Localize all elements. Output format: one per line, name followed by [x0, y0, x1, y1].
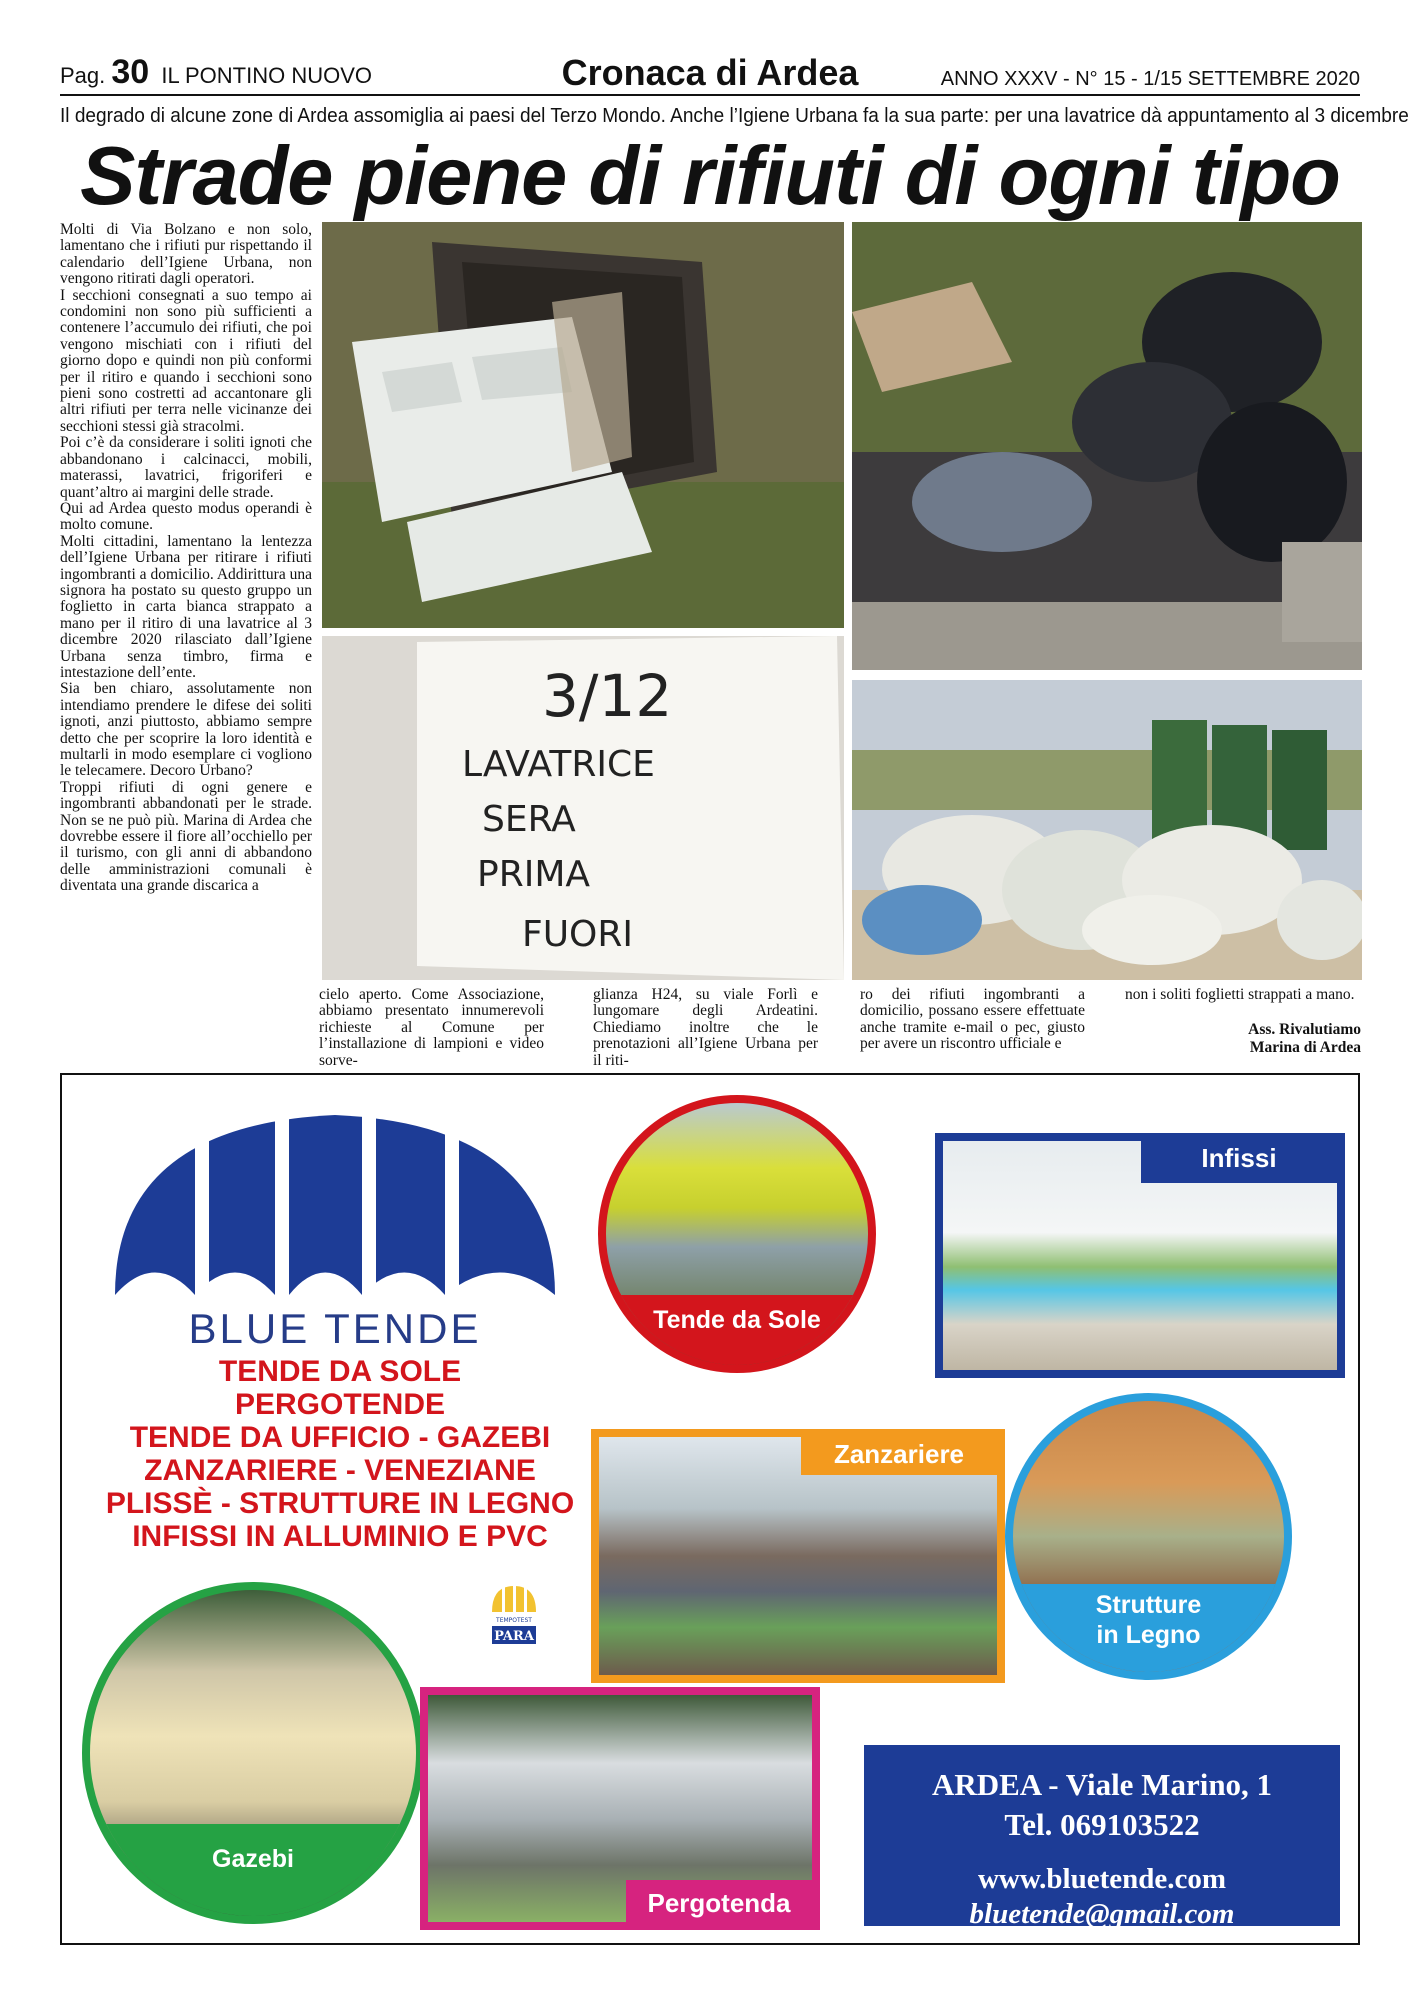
issue-info: ANNO XXXV - N° 15 - 1/15 SETTEMBRE 2020: [940, 68, 1360, 90]
page-number-value: 30: [111, 53, 150, 91]
gazebi-image: [82, 1582, 424, 1924]
pergotenda-label: Pergotenda: [626, 1880, 812, 1922]
service-item: PLISSÈ - STRUTTURE IN LEGNO: [105, 1487, 575, 1520]
trash-bags-photo: [852, 222, 1362, 670]
strutture-label-line: in Legno: [1096, 1621, 1201, 1649]
article-signature: [1125, 1021, 1361, 1057]
gazebi-label: Gazebi: [90, 1824, 416, 1916]
service-item: PERGOTENDE: [234, 1388, 446, 1421]
newspaper-name: IL PONTINO NUOVO: [161, 63, 372, 88]
article-column-2: cielo aperto. Come Associazione, abbiamo presentato innumerevoli richieste al Comune per l’installazione di lampioni e video sorve-: [319, 986, 544, 1069]
note-line: FUORI: [522, 914, 634, 955]
service-item: ZANZARIERE - VENEZIANE: [144, 1454, 536, 1487]
awning-logo-icon: [100, 1100, 570, 1300]
infissi-label: Infissi: [1141, 1141, 1337, 1183]
service-item: TENDE DA SOLE: [218, 1355, 462, 1388]
note-date: 3/12: [542, 662, 673, 730]
strutture-label: [1013, 1584, 1284, 1672]
paragraph: Qui ad Ardea questo modus operandi è molto comune.: [60, 499, 312, 534]
article-column-4: ro dei rifiuti ingombranti a domicilio, possano essere effettuate anche tramite e-mail o pec, giusto per avere un riscontro ufficiale e: [860, 986, 1085, 1053]
service-item: INFISSI IN ALLUMINIO E PVC: [132, 1520, 548, 1553]
article-kicker: Il degrado di alcune zone di Ardea assomiglia ai paesi del Terzo Mondo. Anche l’Igiene Urbana fa la sua parte: per una lavatrice dà appuntamento al 3 dicembre: [60, 104, 1409, 127]
services-list: [80, 1355, 600, 1553]
paragraph: Poi c’è da considerare i soliti ignoti che abbandonano i calcinacci, mobili, materassi, lavatrici, frigoriferi e quant’altro ai margini delle strade.: [60, 434, 312, 501]
section-title: Cronaca di Ardea: [561, 52, 859, 93]
para-logo: [488, 1582, 540, 1648]
contact-box: [864, 1745, 1340, 1930]
paragraph: Molti cittadini, lamentano la lentezza dell’Igiene Urbana per ritirare i rifiuti ingombranti a domicilio. Addirittura una signora ha postato su questo gruppo un foglietto in carta bianca strappato a mano per il ritiro di una lavatrice al 3 dicembre 2020 rilasciato dall’Igiene Urbana senza timbro, firma e intestazione dell’ente.: [60, 532, 312, 681]
paragraph: Sia ben chiaro, assolutamente non intendiamo prendere le difese dei soliti ignoti, anzi piuttosto, abbiamo sempre detto che per scoprire la loro identità e multarli in modo esemplare ci vogliono le telecamere. Decoro Urbano?: [60, 680, 312, 780]
para-logo-text: PARA: [494, 1629, 534, 1644]
paragraph: Molti di Via Bolzano e non solo, lamentano che i rifiuti pur rispettando il calendario dell’Igiene Urbana, non vengono ritirati dagli operatori.: [60, 221, 312, 288]
article-headline: Strade piene di rifiuti di ogni tipo: [80, 129, 1340, 222]
article-column-3: glianza H24, su viale Forlì e lungomare degli Ardeatini. Chiediamo inoltre che le prenotazioni all’Igiene Urbana per il riti-: [593, 986, 818, 1069]
note-line: LAVATRICE: [462, 744, 655, 785]
page-label: Pag.: [60, 63, 106, 88]
service-item: TENDE DA UFFICIO - GAZEBI: [129, 1421, 551, 1454]
tende-da-sole-label: Tende da Sole: [606, 1295, 868, 1365]
infissi-image: [935, 1133, 1345, 1378]
paragraph: I secchioni consegnati a suo tempo ai condomini non sono più sufficienti a contenere l’accumulo dei rifiuti, che poi vengono mischiati con i rifiuti del giorno dopo e quindi non più conformi per il ritiro e quando i secchioni sono pieni sono costretti ad accantonare gli altri rifiuti per terra nelle vicinanze dei secchioni stessi già stracolmi.: [60, 286, 312, 435]
strutture-label-line: Strutture: [1095, 1591, 1202, 1619]
page-header: [60, 52, 1360, 96]
contact-email[interactable]: bluetende@gmail.com: [969, 1898, 1235, 1930]
signature-line: Marina di Ardea: [1249, 1039, 1361, 1056]
garbage-bins-photo: [852, 680, 1362, 980]
para-tagline: TEMPOTEST: [496, 1617, 532, 1624]
brand-name: BLUE TENDE: [188, 1305, 482, 1352]
zanzariere-label: Zanzariere: [801, 1437, 997, 1475]
contact-phone[interactable]: Tel. 069103522: [1004, 1807, 1200, 1842]
article-column-5: non i soliti foglietti strappati a mano.: [1125, 986, 1355, 1003]
paragraph: Troppi rifiuti di ogni genere e ingombranti abbandonati per le strade. Non se ne può più. Marina di Ardea che dovrebbe essere il fiore all’occhiello per il turismo, con gli anni di abbandono delle amministrazioni comunali è diventata una grande discarica a: [60, 778, 312, 895]
pergotenda-image: [420, 1687, 820, 1930]
contact-address: ARDEA - Viale Marino, 1: [931, 1767, 1273, 1802]
abandoned-fridge-photo: [322, 222, 844, 628]
note-line: SERA: [482, 799, 576, 840]
article-column-1: [60, 222, 312, 895]
signature-line: Ass. Rivalutiamo: [1248, 1021, 1361, 1038]
handwritten-note-photo: [322, 636, 844, 980]
tende-da-sole-image: [598, 1095, 876, 1373]
contact-website[interactable]: www.bluetende.com: [977, 1863, 1227, 1895]
zanzariere-image: [591, 1429, 1005, 1683]
strutture-in-legno-image: [1005, 1393, 1292, 1680]
note-line: PRIMA: [477, 854, 591, 895]
